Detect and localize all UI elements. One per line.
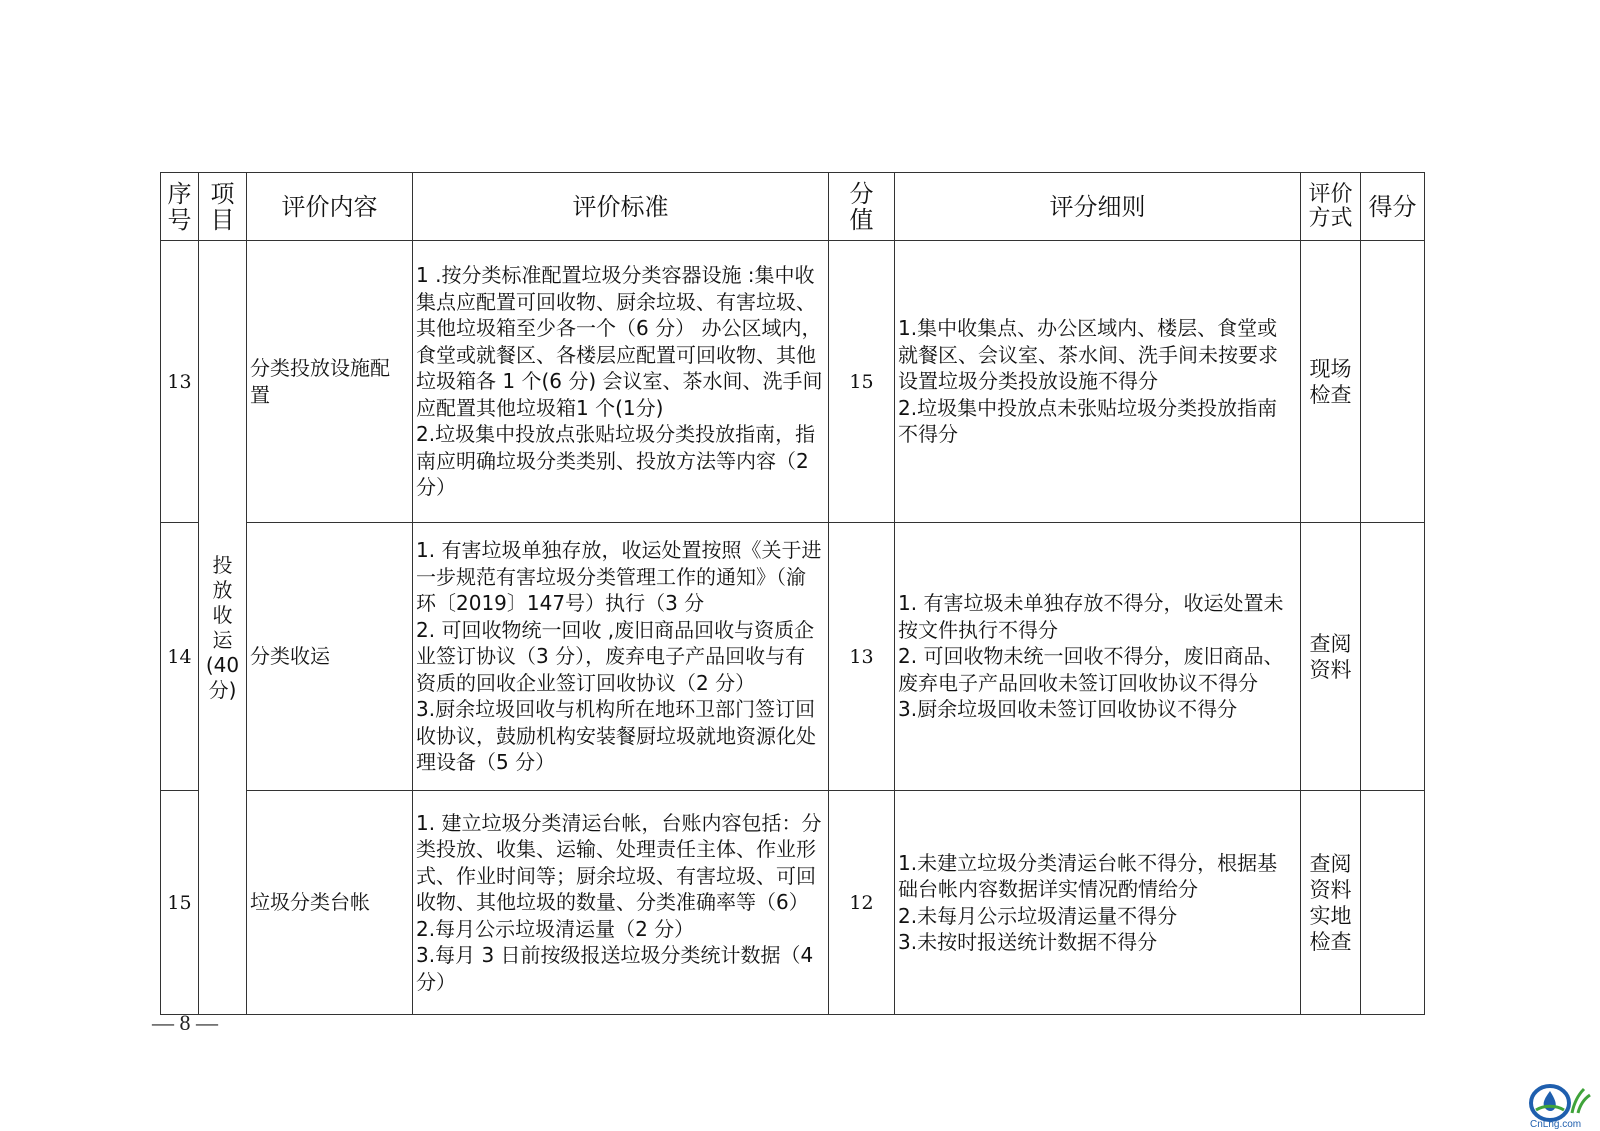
row-seq: 13 bbox=[161, 241, 199, 523]
row-score-value: 15 bbox=[829, 241, 895, 523]
header-item: 项 目 bbox=[199, 173, 247, 241]
header-content: 评价内容 bbox=[247, 173, 413, 241]
row-method: 查阅 资料 实地 检查 bbox=[1301, 791, 1361, 1015]
page-number: — 8 — bbox=[152, 1010, 218, 1035]
logo-leaves bbox=[1572, 1089, 1590, 1113]
row-score[interactable] bbox=[1361, 791, 1425, 1015]
header-method: 评价 方式 bbox=[1301, 173, 1361, 241]
row-standard: 1 .按分类标准配置垃圾分类容器设施 :集中收集点应配置可回收物、厨余垃圾、有害垃圾、其他垃圾箱至少各一个（6 分） 办公区域内，食堂或就餐区、各楼层应配置可回收物、其他垃圾箱各 1 个(6 分) 会议室、茶水间、洗手间应配置其他垃圾箱1 个(1分) 2.垃圾集中投放点张贴垃圾分类投放指南，指南应明确垃圾分类类别、投放方法等内容（2 分） bbox=[413, 241, 829, 523]
table-row bbox=[161, 791, 1425, 1015]
row-standard: 1. 有害垃圾单独存放，收运处置按照《关于进一步规范有害垃圾分类管理工作的通知》（渝环〔2019〕147号）执行（3 分 2. 可回收物统一回收 ,废旧商品回收与资质企业签订协议（3 分），废弃电子产品回收与有资质的回收企业签订回收协议（2 分） 3.厨余垃圾回收与机构所在地环卫部门签订回收协议，鼓励机构安装餐厨垃圾就地资源化处理设备（5 分） bbox=[413, 523, 829, 791]
header-score-value: 分 值 bbox=[829, 173, 895, 241]
evaluation-table bbox=[160, 172, 1425, 1015]
row-score-value: 12 bbox=[829, 791, 895, 1015]
row-standard: 1. 建立垃圾分类清运台帐，台账内容包括：分类投放、收集、运输、处理责任主体、作业形式、作业时间等；厨余垃圾、有害垃圾、可回收物、其他垃圾的数量、分类准确率等（6） 2.每月公示垃圾清运量（2 分） 3.每月 3 日前按级报送垃圾分类统计数据（4 分） bbox=[413, 791, 829, 1015]
table-row bbox=[161, 523, 1425, 791]
row-score-value: 13 bbox=[829, 523, 895, 791]
row-method: 查阅 资料 bbox=[1301, 523, 1361, 791]
header-standard: 评价标准 bbox=[413, 173, 829, 241]
header-row bbox=[161, 173, 1425, 241]
row-score[interactable] bbox=[1361, 523, 1425, 791]
header-rules: 评分细则 bbox=[895, 173, 1301, 241]
site-logo-icon bbox=[1528, 1083, 1594, 1129]
row-content: 分类收运 bbox=[247, 523, 413, 791]
group-item-cell: 投 放 收 运 (40 分) bbox=[199, 241, 247, 1015]
row-rules: 1.未建立垃圾分类清运台帐不得分，根据基础台帐内容数据详实情况酌情给分 2.未每月公示垃圾清运量不得分 3.未按时报送统计数据不得分 bbox=[895, 791, 1301, 1015]
row-seq: 15 bbox=[161, 791, 199, 1015]
row-rules: 1. 有害垃圾未单独存放不得分，收运处置未按文件执行不得分 2. 可回收物未统一回收不得分，废旧商品、废弃电子产品回收未签订回收协议不得分 3.厨余垃圾回收未签订回收协议不得分 bbox=[895, 523, 1301, 791]
logo-text: CnLng.com bbox=[1530, 1119, 1582, 1129]
row-content: 垃圾分类台帐 bbox=[247, 791, 413, 1015]
row-method: 现场 检查 bbox=[1301, 241, 1361, 523]
row-rules: 1.集中收集点、办公区域内、楼层、食堂或就餐区、会议室、茶水间、洗手间未按要求设置垃圾分类投放设施不得分 2.垃圾集中投放点未张贴垃圾分类投放指南不得分 bbox=[895, 241, 1301, 523]
row-seq: 14 bbox=[161, 523, 199, 791]
header-seq: 序 号 bbox=[161, 173, 199, 241]
header-score: 得分 bbox=[1361, 173, 1425, 241]
table-row bbox=[161, 241, 1425, 523]
row-score[interactable] bbox=[1361, 241, 1425, 523]
row-content: 分类投放设施配置 bbox=[247, 241, 413, 523]
